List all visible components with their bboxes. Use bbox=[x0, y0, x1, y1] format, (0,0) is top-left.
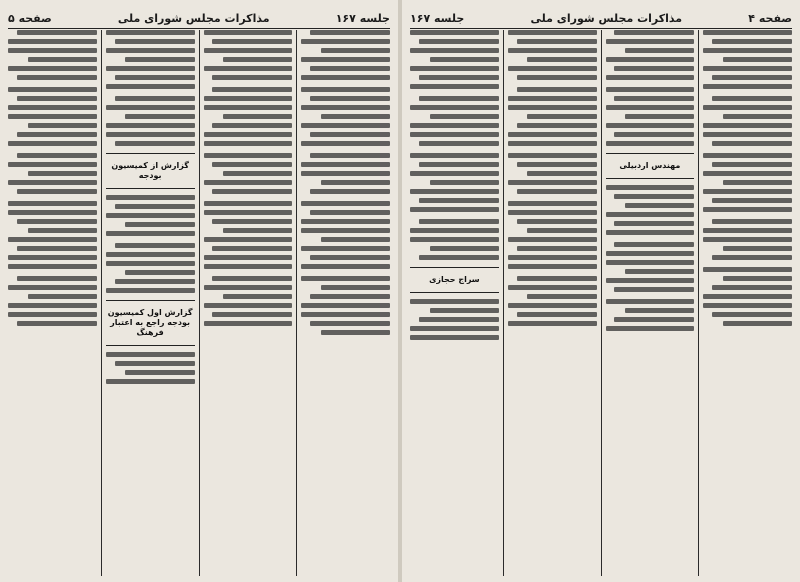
left-column-3 bbox=[106, 30, 195, 576]
right-page-number: صفحه ۴ bbox=[748, 11, 792, 25]
left-page bbox=[0, 0, 398, 582]
left-columns bbox=[8, 30, 390, 576]
right-page bbox=[402, 0, 800, 582]
right-column-3 bbox=[508, 30, 597, 576]
right-page-title: مذاکرات مجلس شورای ملی bbox=[530, 11, 683, 25]
left-column-1 bbox=[301, 30, 390, 576]
left-column-4 bbox=[8, 30, 97, 576]
right-column-1 bbox=[703, 30, 792, 576]
left-headline-1: گزارش از کمیسیون بودجه bbox=[111, 161, 189, 180]
left-page-header bbox=[8, 10, 390, 29]
right-headline-1: مهندس اردبیلی bbox=[619, 161, 681, 170]
left-page-title: مذاکرات مجلس شورای ملی bbox=[117, 11, 270, 25]
left-column-2 bbox=[204, 30, 293, 576]
right-columns bbox=[410, 30, 792, 576]
right-headline-2: سراج حجازی bbox=[429, 275, 480, 284]
left-headline-2: گزارش اول کمیسیون بودجه راجع به اعتبار فرهنگ bbox=[107, 308, 193, 337]
right-session-label: جلسه ۱۶۷ bbox=[410, 11, 465, 25]
right-page-header bbox=[410, 10, 792, 29]
left-page-number: صفحه ۵ bbox=[8, 11, 52, 25]
left-session-label: جلسه ۱۶۷ bbox=[335, 11, 390, 25]
right-column-4 bbox=[410, 30, 499, 576]
right-column-2 bbox=[606, 30, 695, 576]
